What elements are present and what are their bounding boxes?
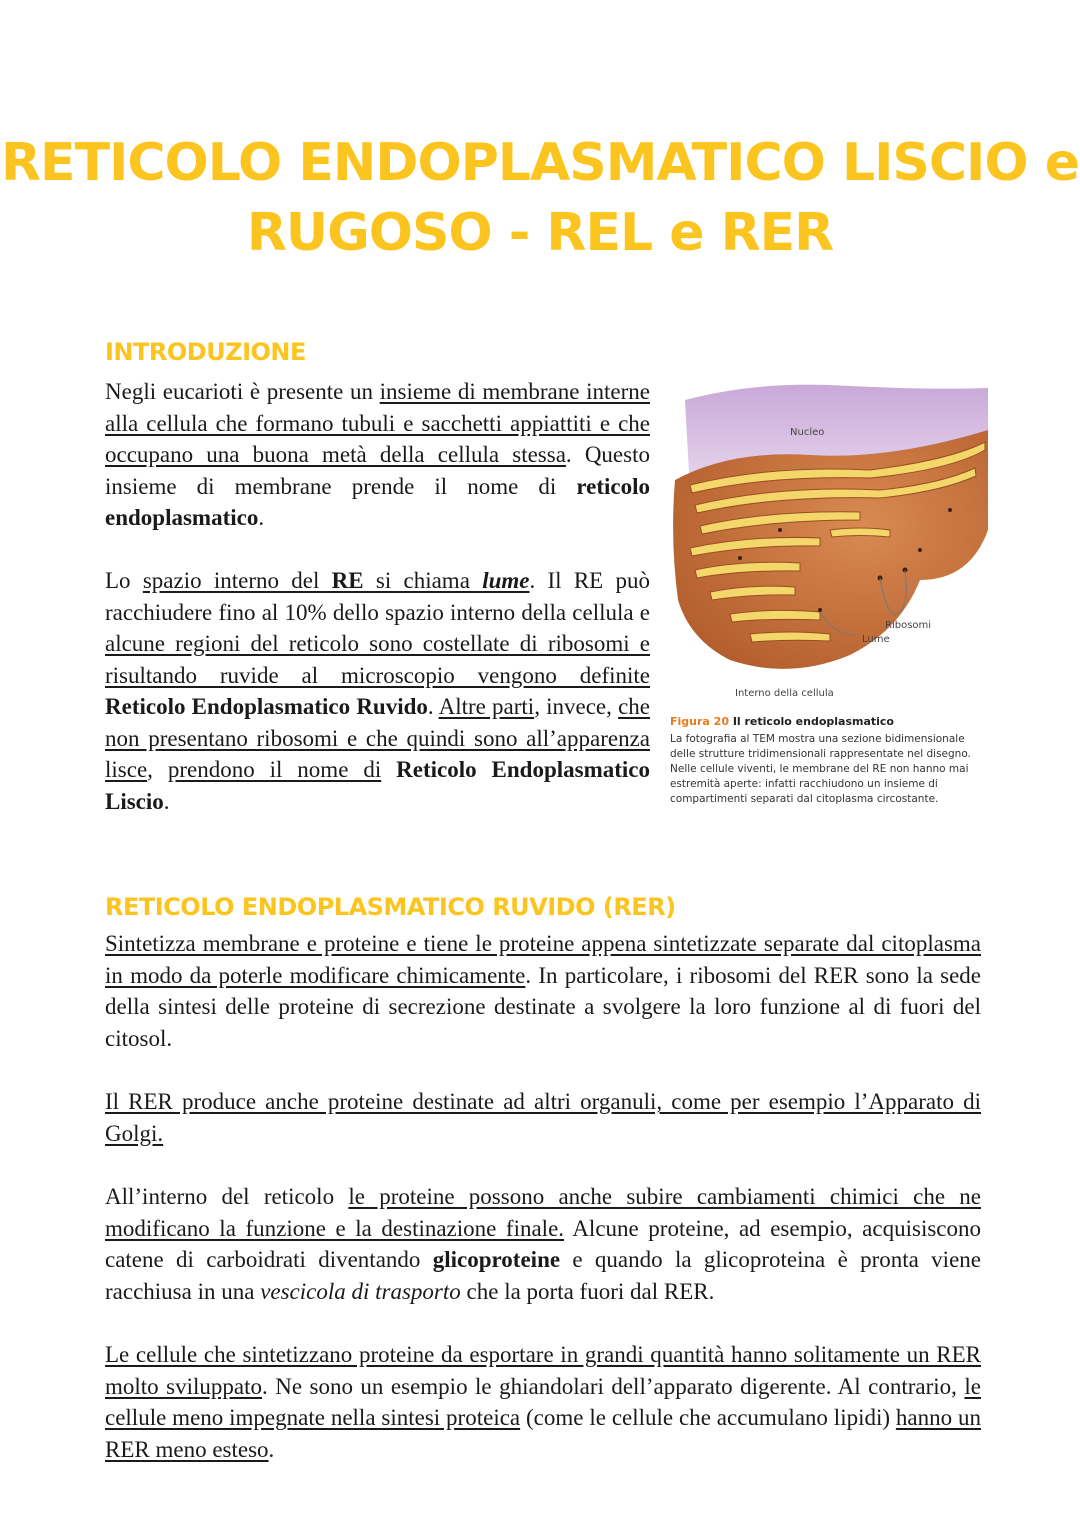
title-line-2: RUGOSO - REL e RER [246, 203, 834, 263]
underlined-text: Le cellule che sintetizzano proteine da esportare in grandi quantità hanno solitamente un RER molto sviluppato [105, 1342, 981, 1399]
intro-paragraph-2: Lo spazio interno del RE si chiama lume. Il RE può racchiudere fino al 10% dello spazio interno della cellula e alcune regioni del reticolo sono costellate di ribosomi e risultando ruvide al microscopio vengono definite Reticolo Endoplasmatico Ruvido. Altre parti, invece, che non presentano ribosomi e che quindi sono all’apparenza lisce, prendono il nome di Reticolo Endoplasmatico Liscio. [105, 568, 651, 814]
intro-paragraph-1: Negli eucarioti è presente un insieme di membrane interne alla cellula che formano tubuli e sacchetti appiattiti e che occupano una buona metà della cellula stessa. Questo insieme di membrane prende il nome di reticolo endoplasmatico. [105, 379, 650, 530]
underlined-text: Sintetizza membrane e proteine e tiene le proteine appena sintetizzate separate dal citoplasma in modo da poterle modificare chimicamente [105, 931, 981, 988]
label-lume: Lume [862, 634, 890, 645]
underlined-text: alcune regioni del reticolo sono costellate di ribosomi e risultando ruvide al microscopio vengono definite [105, 631, 650, 688]
underlined-text: prendono il nome di [167, 757, 382, 782]
label-ribosomi: Ribosomi [885, 620, 932, 631]
rer-paragraph-4: Le cellule che sintetizzano proteine da esportare in grandi quantità hanno solitamente un RER molto sviluppato. Ne sono un esempio le ghiandolari dell’apparato digerente. Al contrario, le cellule meno impegnate nella sintesi proteica (come le cellule che accumulano lipidi) hanno un RER meno esteso. [105, 1342, 981, 1462]
bold-term: Reticolo Endoplasmatico Ruvido [105, 694, 428, 719]
underlined-text: Altre parti [438, 694, 535, 719]
underlined-text: che non presentano ribosomi e che quindi sono all’apparenza lisce [105, 694, 651, 782]
underlined-text: hanno un RER meno esteso [105, 1405, 981, 1462]
underlined-text: Il RER produce anche proteine destinate ad altri organuli, come per esempio l’Apparato di Golgi. [105, 1089, 981, 1146]
underlined-text: le cellule meno impegnate nella sintesi proteica [105, 1373, 981, 1430]
caption-body: La fotografia al TEM mostra una sezione bidimensionale delle strutture tridimensionali rappresentate nel disegno. Nelle cellule viventi, le membrane del RE non hanno mai estremità aperte: infatti racchiudono un insieme di compartimenti separati dal citoplasma circostante. [670, 733, 971, 805]
bold-term: reticolo endoplasmatico [105, 473, 650, 530]
endoplasmic-reticulum-illustration [670, 380, 990, 710]
rer-paragraph-1: Sintetizza membrane e proteine e tiene le proteine appena sintetizzate separate dal citoplasma in modo da poterle modificare chimicamente. In particolare, i ribosomi del RER sono la sede della sintesi delle proteine di secrezione destinate a svolgere la loro funzione al di fuori del citosol. [105, 931, 982, 1051]
label-nucleo: Nucleo [790, 427, 825, 438]
italic-term: vescicola di trasporto [260, 1278, 461, 1304]
underlined-text: insieme di membrane interne alla cellula che formano tubuli e sacchetti appiattiti e che occupano una buona metà della cellula stessa [105, 379, 650, 467]
intro-heading: INTRODUZIONE [105, 338, 306, 366]
caption-title: Figura 20 Il reticolo endoplasmatico [670, 715, 894, 728]
figure-caption [670, 715, 990, 807]
page-title [0, 128, 1080, 268]
label-interno-cellula: Interno della cellula [735, 688, 834, 699]
rer-paragraph-3: All’interno del reticolo le proteine possono anche subire cambiamenti chimici che ne modificano la funzione e la destinazione finale. Alcune proteine, ad esempio, acquisiscono catene di carboidrati diventando glicoproteine e quando la glicoproteina è pronta viene racchiusa in una vescicola di trasporto che la porta fuori dal RER. [105, 1184, 981, 1304]
bold-term: Reticolo Endoplasmatico Liscio [105, 757, 650, 814]
title-line-1: RETICOLO ENDOPLASMATICO LISCIO e [1, 133, 1079, 193]
underlined-text: spazio interno del RE si chiama lume [142, 568, 530, 593]
rer-heading: RETICOLO ENDOPLASMATICO RUVIDO (RER) [105, 893, 676, 921]
rer-paragraph-2 [105, 1086, 981, 1149]
underlined-text: le proteine possono anche subire cambiamenti chimici che ne modificano la funzione e la destinazione finale. [105, 1184, 981, 1241]
bold-term: glicoproteine [432, 1247, 561, 1272]
